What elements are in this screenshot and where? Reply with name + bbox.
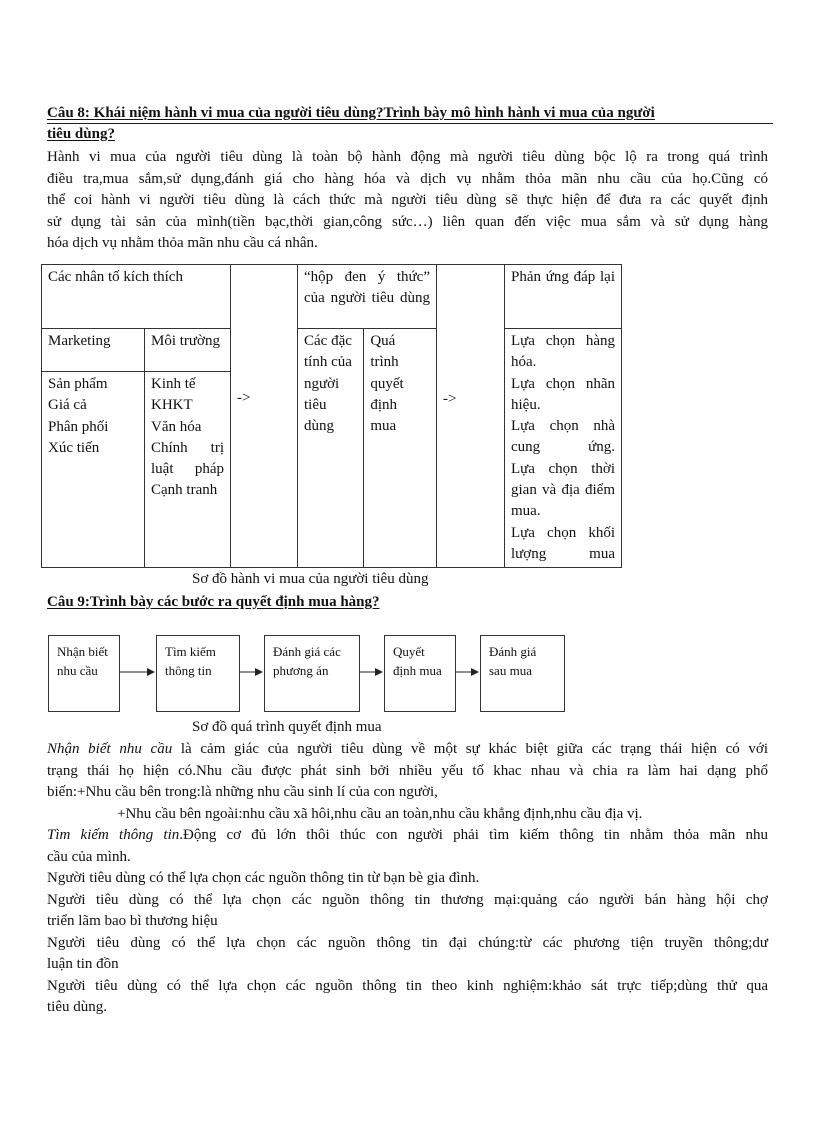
step-post-purchase: Đánh giá sau mua (480, 635, 565, 712)
response-header: Phản ứng đáp lại (505, 265, 622, 329)
step-evaluate-alternatives: Đánh giá các phương án (264, 635, 360, 712)
flow-caption: Sơ đồ quá trình quyết định mua (192, 719, 382, 735)
q8-para-line: điều tra,mua sắm,sử dụng,đánh giá cho hàng hóa và dịch vụ nhằm thỏa mãn nhu cầu của họ.Cũng có (47, 170, 768, 187)
body-line: Người tiêu dùng có thể lựa chọn các nguồn thông tin thương mại:quảng cáo người bán hàng hội chợ (47, 891, 768, 908)
body-line: triển lãm bao bì thương hiệu (47, 913, 218, 929)
marketing-item: Phân phối (48, 418, 109, 435)
marketing-item: Sản phẩm (48, 375, 108, 392)
stimuli-header: Các nhân tố kích thích (42, 265, 231, 329)
body-line: biến:+Nhu cầu bên trong:là những nhu cầu sinh lí của con người, (47, 784, 438, 800)
body-line: +Nhu cầu bên ngoài:nhu cầu xã hôi,nhu cầu an toàn,nhu cầu khẳng định,nhu cầu địa vị. (117, 805, 643, 822)
marketing-item: Giá cả (48, 397, 87, 414)
process-cell: Quá trình quyết định mua (364, 329, 437, 568)
need-recognition-term: Nhận biết nhu cầu (47, 741, 173, 757)
q8-para-line: thể coi hành vi người tiêu dùng là cách thức mà người tiêu dùng sẽ thực hiện để đưa ra các quyết định (47, 192, 768, 208)
environment-item: Văn hóa (151, 418, 202, 435)
step-information-search: Tìm kiếm thông tin (156, 635, 240, 712)
body-line: cầu của mình. (47, 848, 131, 865)
blackbox-header: “hộp đen ý thức” của người tiêu dùng (298, 265, 437, 329)
q8-para-line: hóa dịch vụ nhằm thỏa mãn nhu cầu cá nhân. (47, 235, 318, 251)
environment-item: Cạnh tranh (151, 482, 218, 499)
body-line: trạng thái họ hiện có.Nhu cầu được phát sinh bởi nhiều yếu tố khac nhau và chia ra làm hai dạng phổ (47, 762, 768, 779)
body-line: Người tiêu dùng có thể lựa chọn các nguồn thông tin từ bạn bè gia đình. (47, 870, 480, 886)
body-line: Người tiêu dùng có thể lựa chọn các nguồn thông tin đại chúng:từ các phương tiện truyền thông;dư (47, 934, 768, 951)
body-line: luận tin đồn (47, 956, 119, 972)
response-item: Lựa chọn nhãn hiệu. (511, 375, 615, 413)
response-item: Lựa chọn thời gian và địa điểm mua. (511, 460, 615, 520)
model-caption: Sơ đồ hành vi mua của người tiêu dùng (192, 571, 429, 587)
environment-item: Chính trị luật pháp (151, 439, 224, 478)
body-line: Người tiêu dùng có thể lựa chọn các nguồn thông tin theo kinh nghiệm:khảo sát trực tiếp;dùng thử qua (47, 977, 768, 994)
response-item: Lựa chọn nhà cung ứng. (511, 418, 615, 456)
info-search-term: Tìm kiếm thông tin (47, 827, 180, 843)
info-search-line: Tìm kiếm thông tin.Động cơ đủ lớn thôi thúc con người phải tìm kiếm thông tin nhằm thỏa mãn nhu (47, 827, 768, 843)
q9-body (47, 739, 768, 1019)
marketing-header: Marketing (42, 329, 145, 372)
environment-item: Kinh tế (151, 375, 196, 392)
step-need-recognition: Nhận biết nhu cầu (48, 635, 120, 712)
q8-heading-line1: Câu 8: Khái niệm hành vi mua của người tiêu dùng?Trình bày mô hình hành vi mua của người (47, 105, 655, 121)
q8-para-line: Hành vi mua của người tiêu dùng là toàn bộ hành động mà người tiêu dùng bộc lộ ra trong quá trình (47, 149, 768, 165)
characteristics-cell: Các đặc tính của người tiêu dùng (298, 329, 364, 568)
response-item: Lựa chọn hàng hóa. (511, 333, 615, 371)
q8-para-line: sử dụng tài sản của mình(tiền bạc,thời gian,công sức…) liên quan đến việc mua sắm và sử dụng hàng (47, 213, 768, 230)
q9-heading: Câu 9:Trình bày các bước ra quyết định mua hàng? (47, 594, 380, 610)
arrow-2: -> (443, 391, 457, 408)
body-line: tiêu dùng. (47, 999, 107, 1015)
response-item: Lựa chọn khối lượng mua (511, 524, 615, 562)
need-recognition-line: Nhận biết nhu cầu là cảm giác của người tiêu dùng về một sự khác biệt giữa các trạng thái hiện có với (47, 741, 769, 757)
marketing-item: Xúc tiến (48, 439, 100, 456)
environment-header: Môi trường (145, 329, 231, 372)
step-purchase-decision: Quyết định mua (384, 635, 456, 712)
arrow-1: -> (237, 390, 251, 407)
environment-item: KHKT (151, 397, 193, 414)
q8-heading-line2: tiêu dùng? (47, 126, 115, 142)
